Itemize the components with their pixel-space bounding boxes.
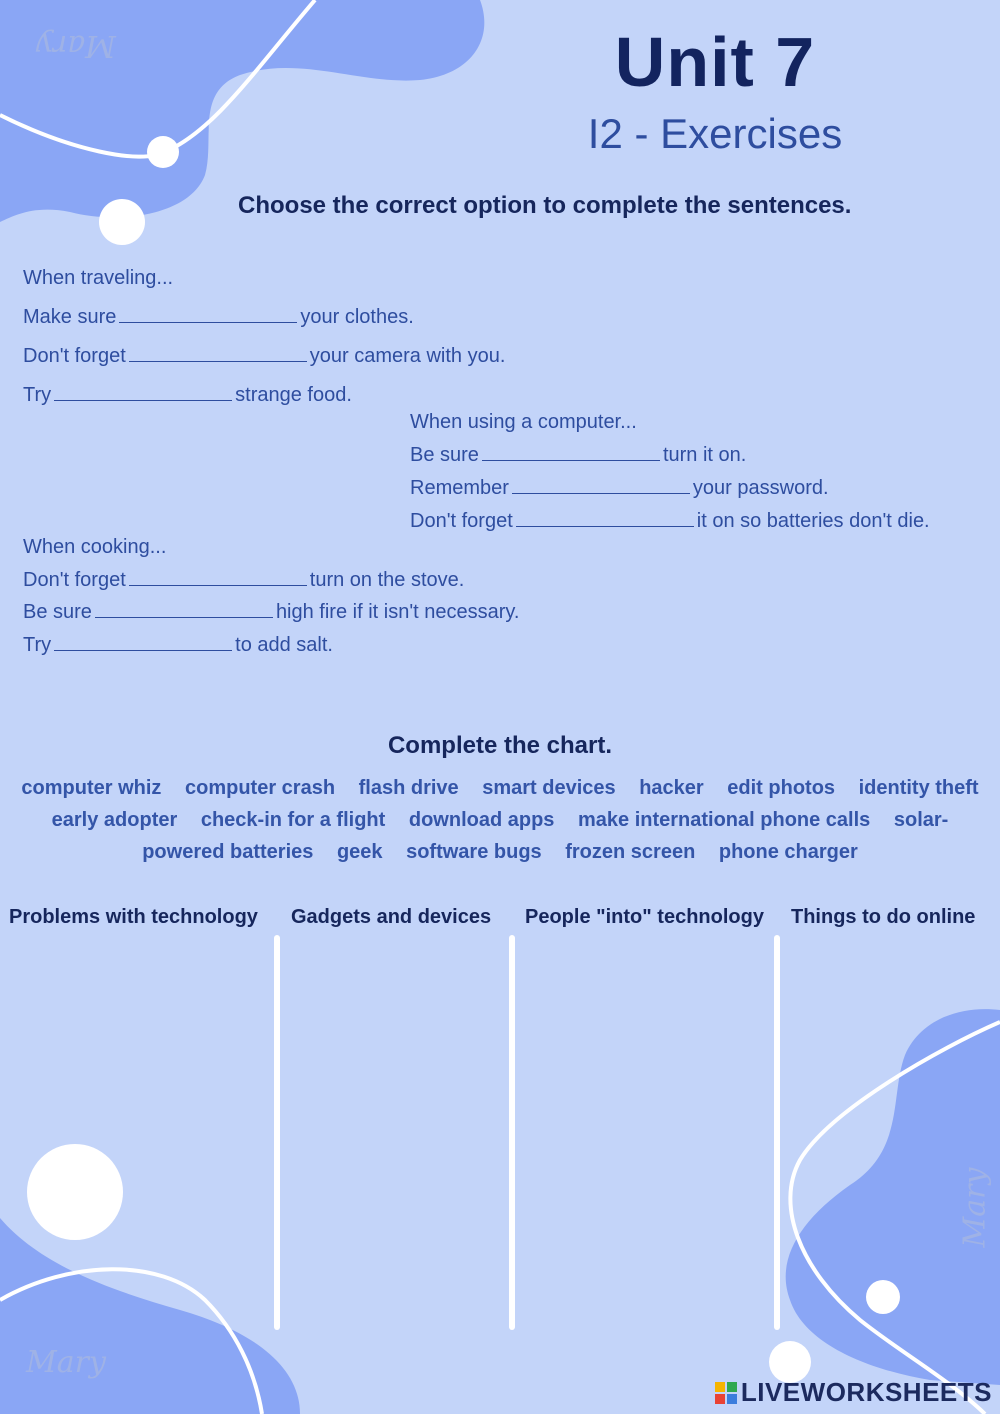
logo-text: LIVEWORKSHEETS — [740, 1377, 992, 1407]
traveling-sentence-1: Make sure your clothes. — [23, 306, 414, 328]
word-chip[interactable]: download apps — [408, 809, 555, 831]
liveworksheets-logo[interactable] — [715, 1377, 992, 1408]
logo-icon — [715, 1382, 737, 1404]
answer-blank[interactable] — [95, 601, 273, 618]
column-divider — [274, 935, 280, 1330]
drop-zone-online[interactable] — [785, 940, 993, 1330]
word-chip[interactable]: computer whiz — [21, 777, 162, 799]
traveling-sentence-2: Don't forget your camera with you. — [23, 345, 506, 367]
word-chip[interactable]: geek — [336, 841, 383, 863]
page-subtitle: I2 - Exercises — [587, 110, 843, 157]
signature-top-left: Mary — [36, 28, 116, 63]
drop-zone-gadgets[interactable] — [285, 940, 503, 1330]
cooking-sentence-1: Don't forget turn on the stove. — [23, 569, 465, 591]
answer-blank[interactable] — [482, 444, 660, 461]
answer-blank[interactable] — [54, 384, 232, 401]
answer-blank[interactable] — [512, 477, 690, 494]
answer-blank[interactable] — [54, 634, 232, 651]
computer-sentence-3: Don't forget it on so batteries don't die. — [410, 510, 930, 532]
word-chip[interactable]: make international phone calls — [577, 809, 871, 831]
top-left-dot — [147, 136, 179, 168]
word-chip[interactable]: flash drive — [358, 777, 459, 799]
page-title: Unit 7 — [614, 23, 816, 101]
word-chip[interactable]: powered batteries — [142, 841, 314, 863]
word-chip[interactable]: computer crash — [184, 777, 336, 799]
cooking-heading: When cooking... — [23, 536, 167, 558]
computer-sentence-2: Remember your password. — [410, 477, 829, 499]
cooking-sentence-3: Try to add salt. — [23, 634, 333, 656]
column-divider — [509, 935, 515, 1330]
word-bank — [10, 772, 990, 868]
word-chip[interactable]: edit photos — [727, 777, 836, 799]
column-header-problems: Problems with technology — [9, 906, 258, 928]
column-header-people: People "into" technology — [525, 906, 764, 928]
word-chip[interactable]: early adopter — [51, 809, 178, 831]
word-chip[interactable]: frozen screen — [565, 841, 696, 863]
answer-blank[interactable] — [129, 569, 307, 586]
word-bank-row — [10, 772, 990, 804]
word-chip[interactable]: solar- — [893, 809, 949, 831]
word-bank-row — [10, 836, 990, 868]
column-header-online: Things to do online — [791, 906, 976, 928]
traveling-heading: When traveling... — [23, 267, 174, 289]
signature-right: Mary — [957, 1167, 993, 1248]
signature-bottom-left: Mary — [26, 1345, 106, 1380]
word-chip[interactable]: identity theft — [858, 777, 979, 799]
exercise2-instruction: Complete the chart. — [387, 732, 613, 759]
traveling-sentence-3: Try strange food. — [23, 384, 352, 406]
drop-zone-people[interactable] — [520, 940, 768, 1330]
word-chip[interactable]: hacker — [639, 777, 704, 799]
computer-heading: When using a computer... — [410, 411, 637, 433]
word-chip[interactable]: check-in for a flight — [200, 809, 386, 831]
column-header-gadgets: Gadgets and devices — [291, 906, 492, 928]
word-chip[interactable]: smart devices — [482, 777, 616, 799]
cooking-sentence-2: Be sure high fire if it isn't necessary. — [23, 601, 520, 623]
answer-blank[interactable] — [119, 306, 297, 323]
word-chip[interactable]: software bugs — [406, 841, 542, 863]
answer-blank[interactable] — [129, 345, 307, 362]
word-chip[interactable]: phone charger — [718, 841, 858, 863]
drop-zone-problems[interactable] — [5, 940, 267, 1330]
word-bank-row — [10, 804, 990, 836]
answer-blank[interactable] — [516, 510, 694, 527]
top-left-circle — [99, 199, 145, 245]
computer-sentence-1: Be sure turn it on. — [410, 444, 747, 466]
column-divider — [774, 935, 780, 1330]
exercise1-instruction: Choose the correct option to complete the sentences. — [238, 192, 852, 219]
